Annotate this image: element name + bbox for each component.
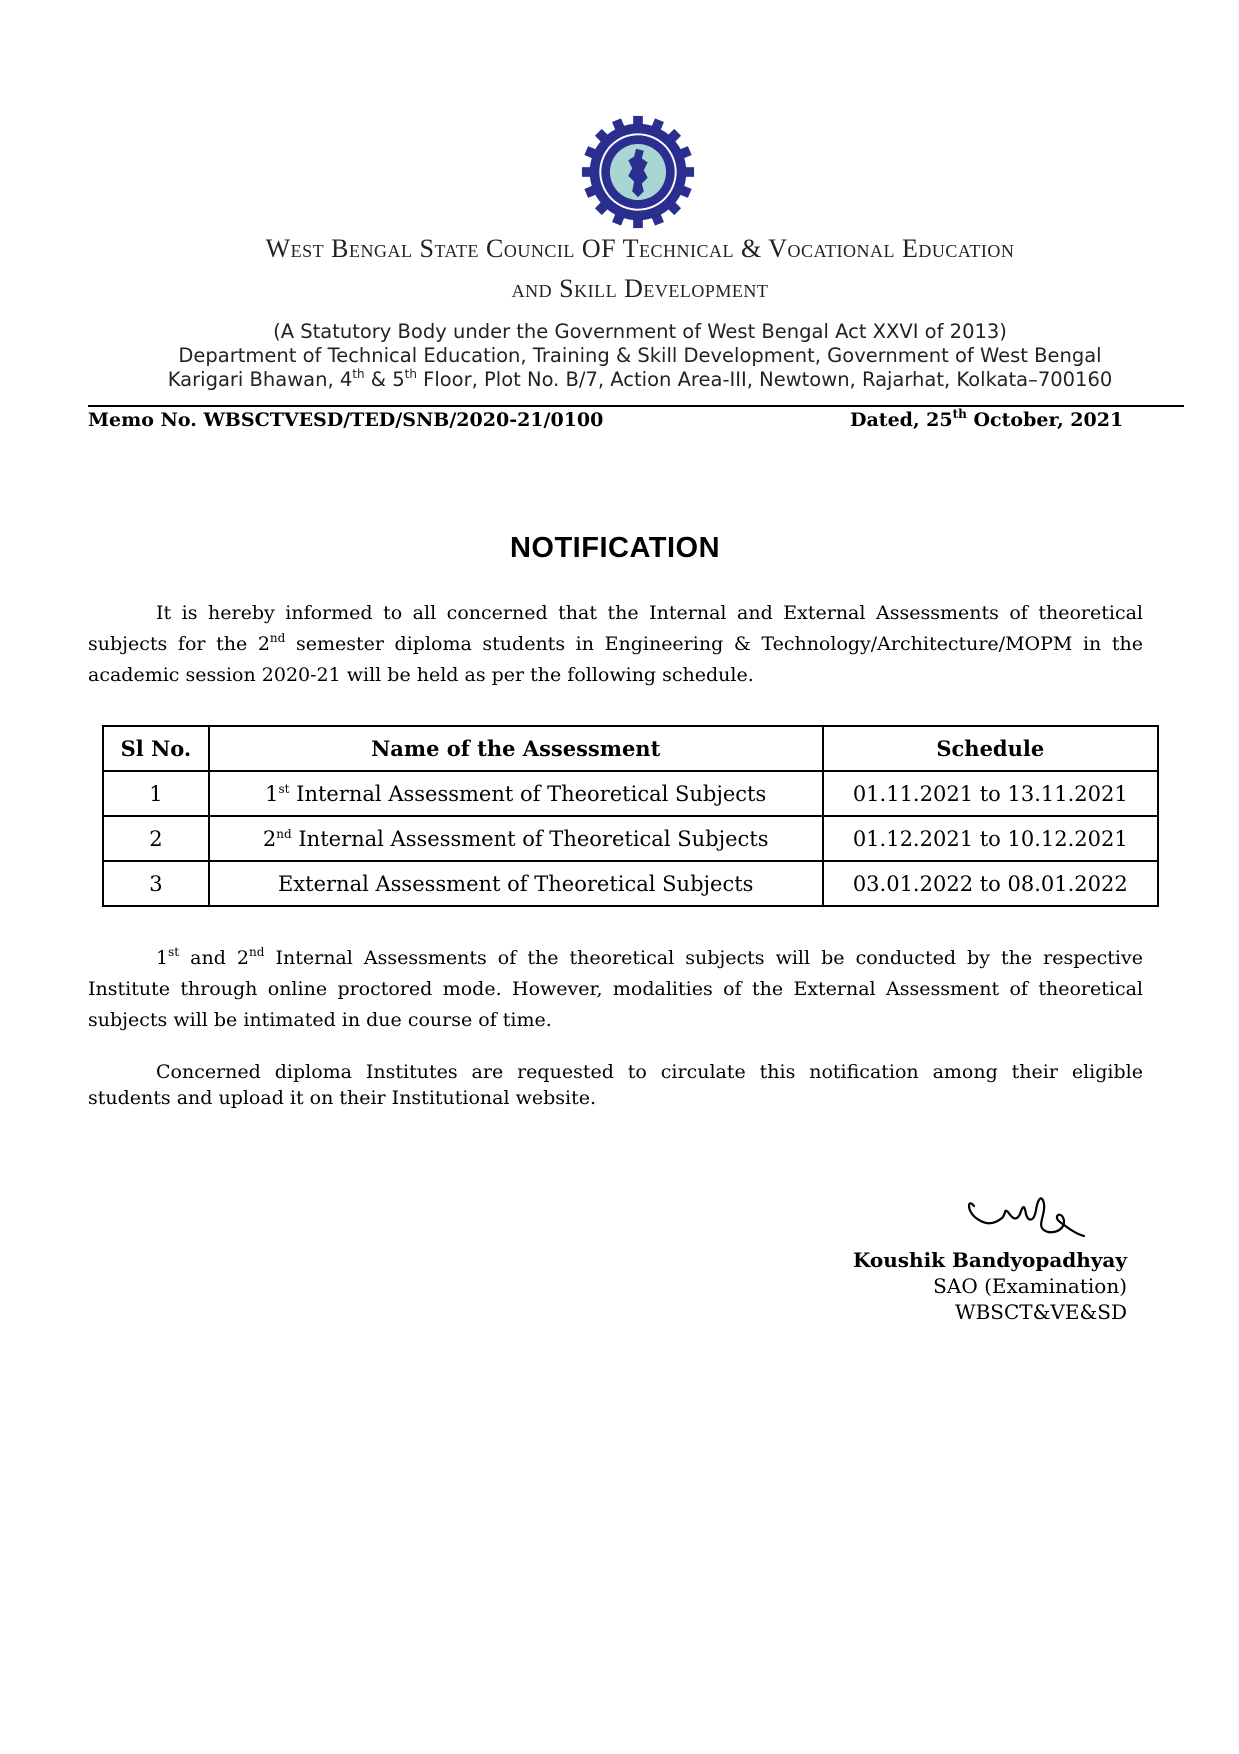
department-line: Department of Technical Education, Training & Skill Development, Government of West Bengal: [178, 344, 1102, 367]
table-header-row: [103, 726, 1158, 771]
memo-date: Dated, 25th October, 2021: [850, 407, 1124, 431]
cell-assessment-name: 2nd Internal Assessment of Theoretical Subjects: [209, 816, 823, 861]
intro-paragraph: It is hereby informed to all concerned that the Internal and External Assessments of theoretical subjects for the 2nd semester diploma students in Engineering & Technology/Architecture/MOPM in the academic session 2020-21 will be held as per the following schedule.: [88, 602, 1143, 686]
org-name-line2: and Skill Development: [511, 274, 769, 303]
assessment-schedule-table: [102, 725, 1159, 907]
cell-sl-no: 1: [103, 771, 209, 816]
table-row: [103, 816, 1158, 861]
notification-title: NOTIFICATION: [509, 532, 721, 564]
cell-schedule: 01.12.2021 to 10.12.2021: [823, 816, 1158, 861]
cell-schedule: 01.11.2021 to 13.11.2021: [823, 771, 1158, 816]
header-divider: [88, 405, 1184, 407]
handwritten-signature: [964, 1188, 1090, 1243]
cell-sl-no: 3: [103, 861, 209, 906]
header-sl-no: Sl No.: [103, 726, 209, 771]
circulation-paragraph: Concerned diploma Institutes are requested to circulate this notification among their eligible students and upload it on their Institutional website.: [88, 1061, 1143, 1109]
cell-assessment-name: External Assessment of Theoretical Subjects: [209, 861, 823, 906]
assessment-mode-paragraph: 1st and 2nd Internal Assessments of the theoretical subjects will be conducted by the respective Institute through online proctored mode. However, modalities of the External Assessment of theoretical subjects will be intimated in due course of time.: [88, 945, 1143, 1031]
table-row: [103, 861, 1158, 906]
signatory-office: WBSCT&VE&SD: [955, 1300, 1127, 1324]
org-name-line1: West Bengal State Council OF Technical & Vocational Education: [265, 234, 1015, 263]
table-row: [103, 771, 1158, 816]
statutory-line: (A Statutory Body under the Government of West Bengal Act XXVI of 2013): [273, 320, 1007, 343]
signatory-designation: SAO (Examination): [933, 1274, 1127, 1298]
signatory-name: Koushik Bandyopadhyay: [852, 1248, 1127, 1272]
header-assessment-name: Name of the Assessment: [209, 726, 823, 771]
cell-assessment-name: 1st Internal Assessment of Theoretical Subjects: [209, 771, 823, 816]
council-logo: [580, 114, 696, 230]
memo-number: Memo No. WBSCTVESD/TED/SNB/2020-21/0100: [88, 409, 604, 431]
address-line: Karigari Bhawan, 4th & 5th Floor, Plot No. B/7, Action Area-III, Newtown, Rajarhat, Kolkata–700160: [167, 367, 1113, 391]
header-schedule: Schedule: [823, 726, 1158, 771]
cell-schedule: 03.01.2022 to 08.01.2022: [823, 861, 1158, 906]
cell-sl-no: 2: [103, 816, 209, 861]
